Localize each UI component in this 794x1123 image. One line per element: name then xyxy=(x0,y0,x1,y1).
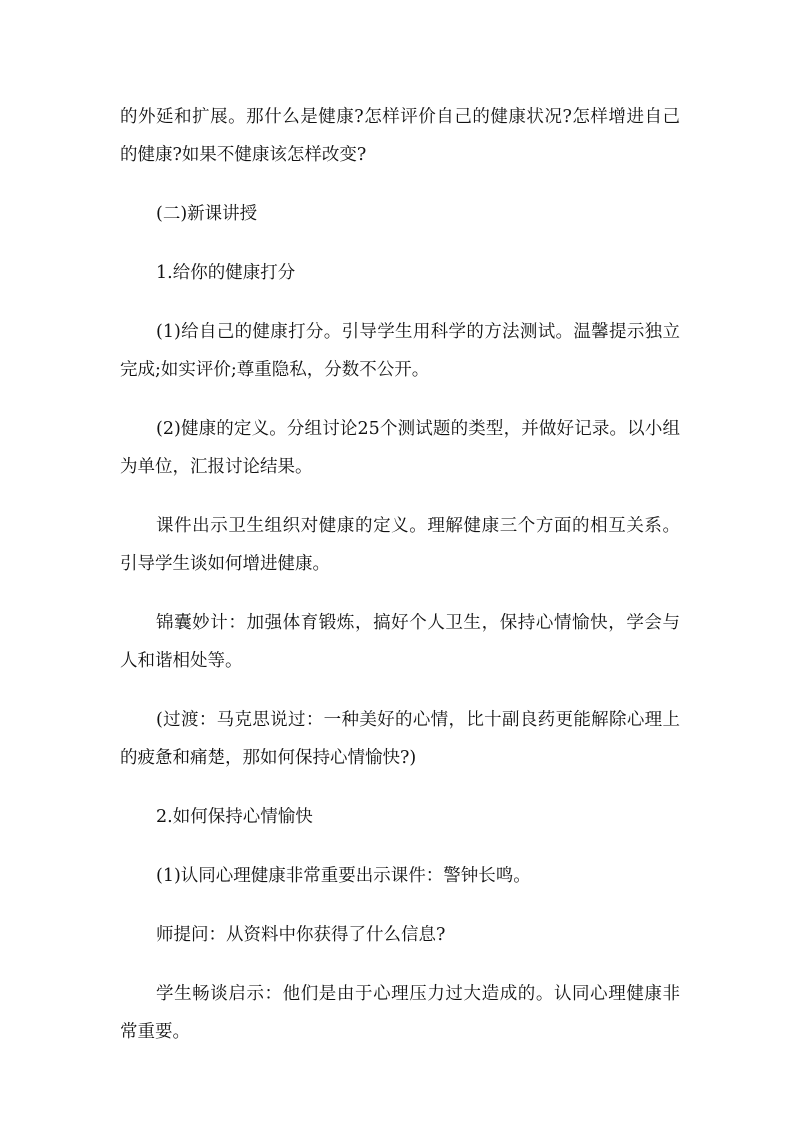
section-heading-new-lesson: (二)新课讲授 xyxy=(156,204,258,224)
paragraph-transition: (过渡：马克思说过：一种美好的心情，比十副良药更能解除心理上的疲惫和痛楚，那如何保持心情愉快?) xyxy=(120,710,680,768)
subheading-health-score: 1.给你的健康打分 xyxy=(156,263,296,283)
paragraph-intro-continuation: 的外延和扩展。那什么是健康?怎样评价自己的健康状况?怎样增进自己的健康?如果不健康该怎样改变? xyxy=(120,107,680,165)
paragraph-teacher-question: 师提问：从资料中你获得了什么信息? xyxy=(156,925,446,945)
paragraph-mental-health: (1)认同心理健康非常重要出示课件：警钟长鸣。 xyxy=(156,866,531,886)
paragraph-student-insight: 学生畅谈启示：他们是由于心理压力过大造成的。认同心理健康非常重要。 xyxy=(120,984,680,1042)
paragraph-who-definition: 课件出示卫生组织对健康的定义。理解健康三个方面的相互关系。引导学生谈如何增进健康。 xyxy=(120,516,680,574)
subheading-stay-happy: 2.如何保持心情愉快 xyxy=(156,807,313,827)
paragraph-tips: 锦囊妙计：加强体育锻炼，搞好个人卫生，保持心情愉快，学会与人和谐相处等。 xyxy=(120,613,680,671)
document-body xyxy=(120,98,680,1072)
paragraph-health-definition: (2)健康的定义。分组讨论25个测试题的类型，并做好记录。以小组为单位，汇报讨论结果。 xyxy=(120,419,680,477)
paragraph-self-score: (1)给自己的健康打分。引导学生用科学的方法测试。温馨提示独立完成;如实评价;尊重隐私，分数不公开。 xyxy=(120,322,680,380)
